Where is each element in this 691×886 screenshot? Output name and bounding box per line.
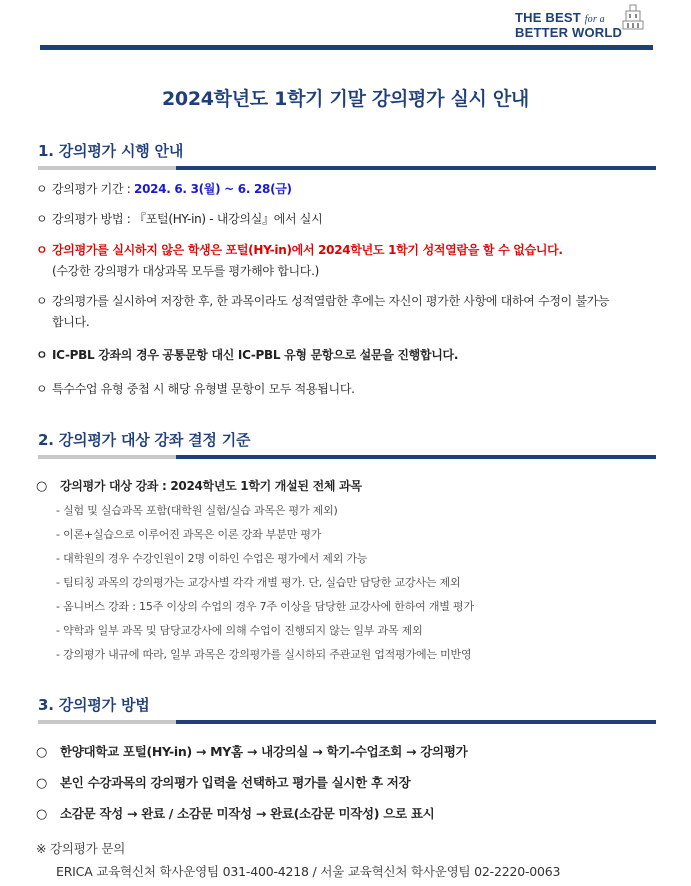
period-item: ㅇ 강의평가 기간 : 2024. 6. 3(월) ~ 6. 28(금) [36, 182, 292, 196]
period-label: 강의평가 기간 : [52, 182, 135, 196]
header-divider [40, 45, 653, 50]
target-sub-item: - 이론+실습으로 이루어진 과목은 이론 강좌 부분만 평가 [56, 528, 322, 541]
section-3-rule-navy [176, 720, 656, 724]
warning-text: 강의평가를 실시하지 않은 학생은 포털(HY-in)에서 2024학년도 1학기 성적열람을 할 수 없습니다. [52, 243, 563, 257]
special-item: ㅇ 특수수업 유형 중첩 시 해당 유형별 문항이 모두 적용됩니다. [36, 382, 355, 396]
special-text: 특수수업 유형 중첩 시 해당 유형별 문항이 모두 적용됩니다. [52, 382, 355, 396]
section-2-rule-gray [38, 455, 176, 459]
period-value: 2024. 6. 3(월) ~ 6. 28(금) [134, 182, 292, 196]
target-sub-item: - 팀티칭 과목의 강의평가는 교강사별 각각 개별 평가. 단, 실습만 담당한 교강사는 제외 [56, 576, 461, 589]
target-sub-item: - 대학원의 경우 수강인원이 2명 이하인 수업은 평가에서 제외 가능 [56, 552, 368, 565]
warning-note: (수강한 강의평가 대상과목 모두를 평가해야 합니다.) [52, 264, 319, 278]
logo-line-1: THE BEST for a [515, 10, 605, 25]
method-item: ㅇ 강의평가 방법 : 『포털(HY-in) - 내강의실』에서 실시 [36, 212, 323, 226]
edit-note-text: 강의평가를 실시하여 저장한 후, 한 과목이라도 성적열람한 후에는 자신이 평가한 사항에 대하여 수정이 불가능 [52, 294, 610, 308]
edit-note-item: ㅇ 강의평가를 실시하여 저장한 후, 한 과목이라도 성적열람한 후에는 자신이 평가한 사항에 대하여 수정이 불가능 합니다. [36, 291, 666, 333]
section-2-title: 2. 강의평가 대상 강좌 결정 기준 [38, 431, 251, 449]
section-1-rule-navy [176, 166, 656, 170]
method-step-text: 본인 수강과목의 강의평가 입력을 선택하고 평가를 실시한 후 저장 [60, 775, 411, 790]
icpbl-item: ㅇ IC-PBL 강좌의 경우 공통문항 대신 IC-PBL 유형 문항으로 설문을 진행합니다. [36, 348, 459, 362]
target-sub-item: - 옴니버스 강좌 : 15주 이상의 수업의 경우 7주 이상을 담당한 교강사에 한하여 개별 평가 [56, 600, 474, 613]
method-text: 강의평가 방법 : 『포털(HY-in) - 내강의실』에서 실시 [52, 212, 323, 226]
university-building-icon [622, 4, 644, 30]
icpbl-text: IC-PBL 강좌의 경우 공통문항 대신 IC-PBL 유형 문항으로 설문을 진행합니다. [52, 348, 459, 362]
method-step-text: 한양대학교 포털(HY-in) → MY홈 → 내강의실 → 학기-수업조회 → 강의평가 [60, 744, 468, 759]
contact-label: ※ 강의평가 문의 [36, 841, 126, 856]
logo [515, 4, 643, 42]
section-3-rule-gray [38, 720, 176, 724]
method-step-item: ○ 소감문 작성 → 완료 / 소감문 미작성 → 완료(소감문 미작성) 으로 표시 [36, 806, 435, 822]
target-main-text: 강의평가 대상 강좌 : 2024학년도 1학기 개설된 전체 과목 [60, 479, 362, 493]
contact-detail: ERICA 교육혁신처 학사운영팀 031-400-4218 / 서울 교육혁신처 학사운영팀 02-2220-0063 [56, 864, 561, 879]
method-step-item: ○ 한양대학교 포털(HY-in) → MY홈 → 내강의실 → 학기-수업조회 → 강의평가 [36, 744, 468, 760]
section-1-title: 1. 강의평가 시행 안내 [38, 142, 184, 160]
target-sub-item: - 강의평가 내규에 따라, 일부 과목은 강의평가를 실시하되 주관교원 업적평가에는 미반영 [56, 648, 472, 661]
edit-note-text-cont: 합니다. [52, 315, 90, 329]
section-1-rule-gray [38, 166, 176, 170]
target-sub-item: - 실험 및 실습과목 포함(대학원 실험/실습 과목은 평가 제외) [56, 504, 338, 517]
logo-line-2: BETTER WORLD [515, 25, 623, 40]
target-sub-item: - 약학과 일부 과목 및 담당교강사에 의해 수업이 진행되지 않는 일부 과목 제외 [56, 624, 423, 637]
target-main-item: ○ 강의평가 대상 강좌 : 2024학년도 1학기 개설된 전체 과목 [36, 479, 362, 494]
section-3-title: 3. 강의평가 방법 [38, 696, 150, 714]
section-2-rule-navy [176, 455, 656, 459]
method-step-text: 소감문 작성 → 완료 / 소감문 미작성 → 완료(소감문 미작성) 으로 표시 [60, 806, 435, 821]
method-step-item: ○ 본인 수강과목의 강의평가 입력을 선택하고 평가를 실시한 후 저장 [36, 775, 411, 791]
page-title: 2024학년도 1학기 기말 강의평가 실시 안내 [162, 88, 529, 110]
warning-item: ㅇ 강의평가를 실시하지 않은 학생은 포털(HY-in)에서 2024학년도 1학기 성적열람을 할 수 없습니다. (수강한 강의평가 대상과목 모두를 평가해야 합니다.) [36, 240, 666, 282]
